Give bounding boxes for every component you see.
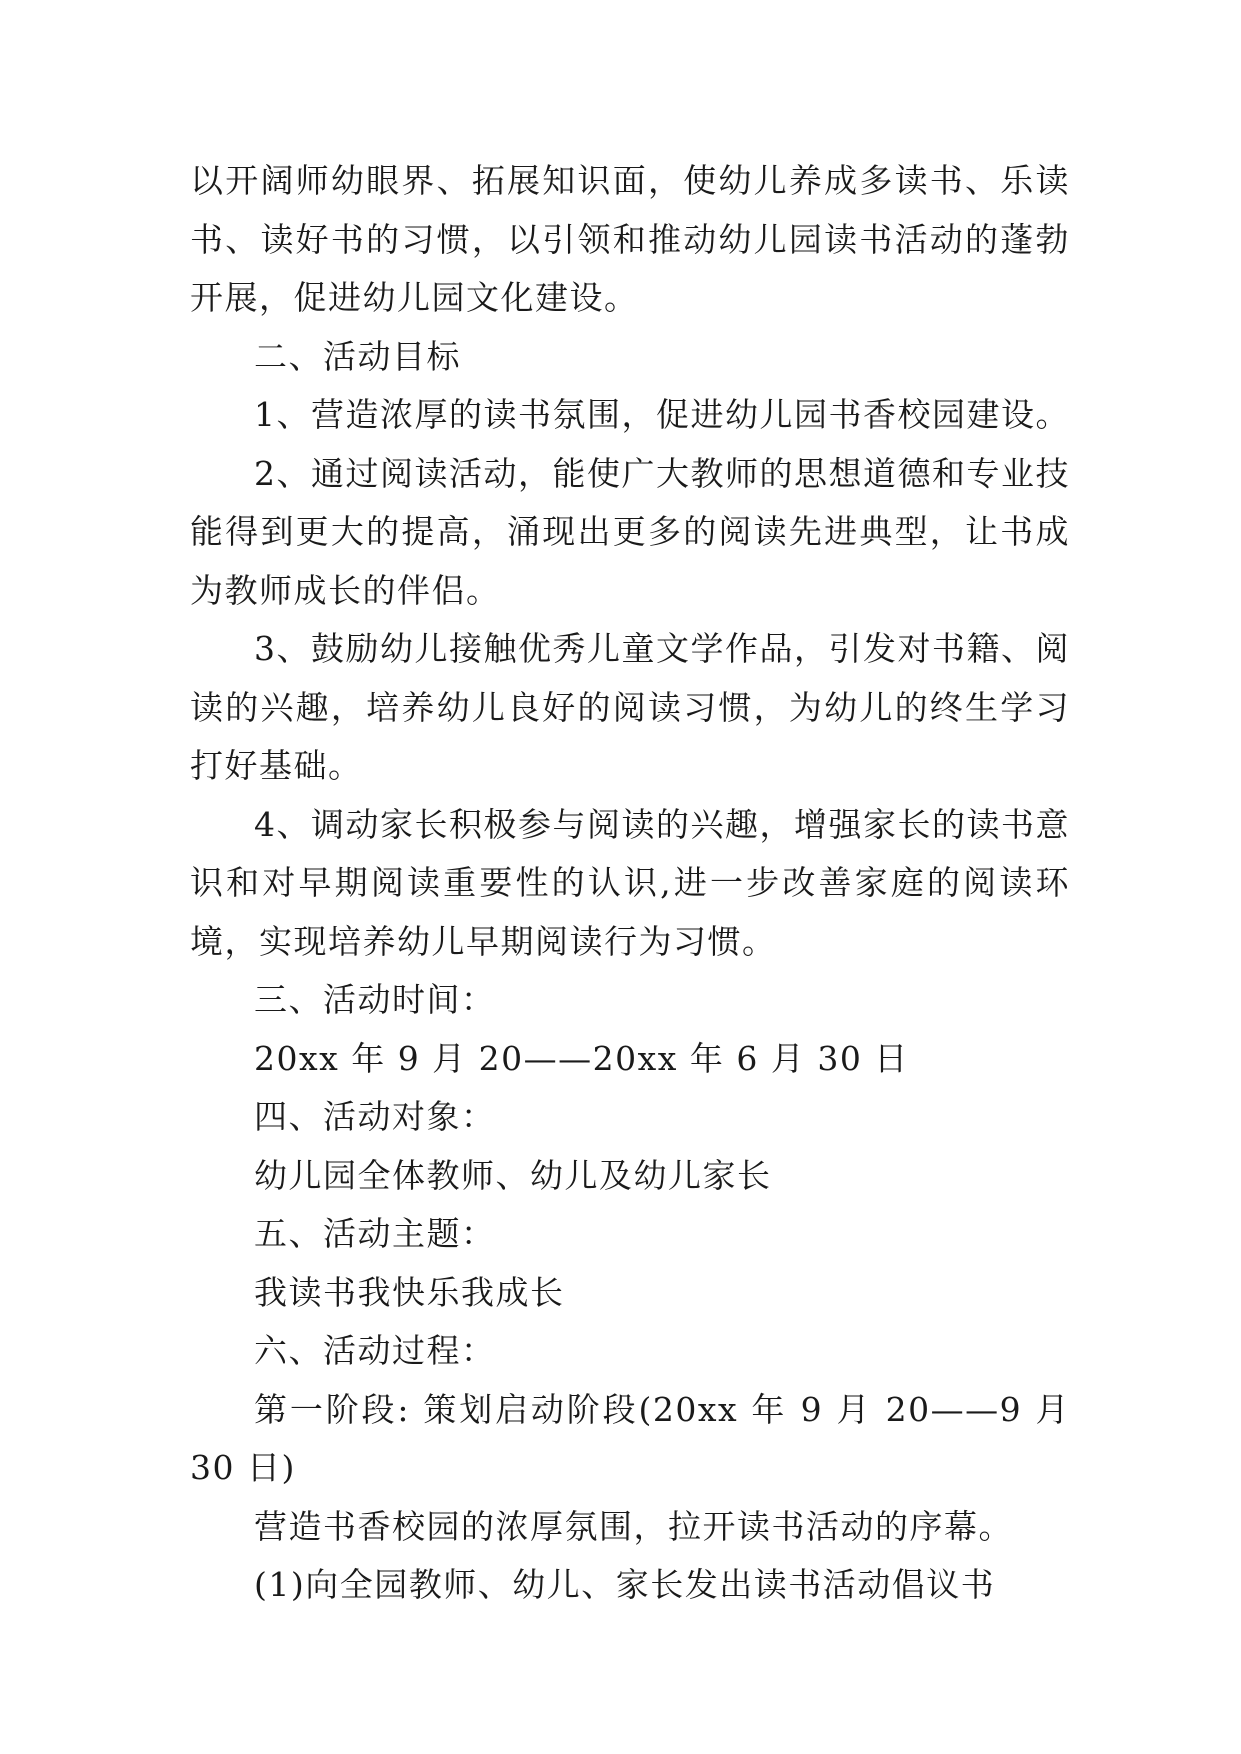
activity-theme-value: 我读书我快乐我成长 [254,1272,565,1312]
goal-item-4: 4、调动家长积极参与阅读的兴趣，增强家长的读书意识和对早期阅读重要性的认识,进一步改善家庭的阅读环境，实现培养幼儿早期阅读行为习惯。 [190,804,1070,961]
phase-one-heading: 第一阶段: 策划启动阶段(20xx 年 9 月 20——9 月 30 日) [190,1389,1070,1487]
document-body [190,152,1070,1615]
phase-one-step-1: (1)向全园教师、幼儿、家长发出读书活动倡议书 [254,1565,996,1604]
section-heading-process: 六、活动过程： [254,1331,496,1370]
section-heading-target: 四、活动对象： [254,1097,496,1136]
section-heading-goals: 二、活动目标 [254,336,461,376]
paragraph-intro-continuation: 以开阔师幼眼界、拓展知识面，使幼儿养成多读书、乐读书、读好书的习惯，以引领和推动幼儿园读书活动的蓬勃开展，促进幼儿园文化建设。 [190,161,1070,317]
activity-time-value: 20xx 年 9 月 20——20xx 年 6 月 30 日 [254,1038,909,1078]
goal-item-3: 3、鼓励幼儿接触优秀儿童文学作品，引发对书籍、阅读的兴趣，培养幼儿良好的阅读习惯，为幼儿的终生学习打好基础。 [190,629,1070,785]
goal-item-2: 2、通过阅读活动，能使广大教师的思想道德和专业技能得到更大的提高，涌现出更多的阅读先进典型，让书成为教师成长的伴侣。 [190,453,1070,610]
goal-item-1: 1、营造浓厚的读书氛围，促进幼儿园书香校园建设。 [254,395,1070,434]
activity-target-value: 幼儿园全体教师、幼儿及幼儿家长 [254,1155,772,1195]
section-heading-time: 三、活动时间： [254,980,496,1019]
phase-one-description: 营造书香校园的浓厚氛围，拉开读书活动的序幕。 [254,1506,1013,1546]
section-heading-theme: 五、活动主题： [254,1214,496,1253]
